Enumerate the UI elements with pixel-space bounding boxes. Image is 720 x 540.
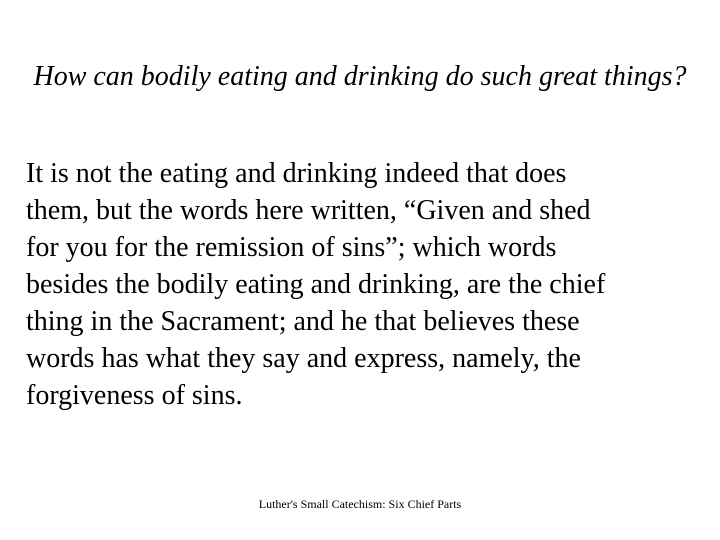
body-line: It is not the eating and drinking indeed that does (26, 158, 567, 189)
slide-title: How can bodily eating and drinking do such great things? (33, 61, 687, 92)
slide-body (26, 155, 706, 414)
body-line: forgiveness of sins. (26, 380, 243, 411)
body-line: thing in the Sacrament; and he that believes these (26, 306, 580, 337)
body-line: them, but the words here written, “Given and shed (26, 195, 591, 226)
slide-footer: Luther's Small Catechism: Six Chief Parts (258, 497, 462, 511)
body-line: for you for the remission of sins”; which words (26, 232, 557, 263)
body-line: besides the bodily eating and drinking, are the chief (26, 269, 606, 300)
body-line: words has what they say and express, namely, the (26, 343, 581, 374)
